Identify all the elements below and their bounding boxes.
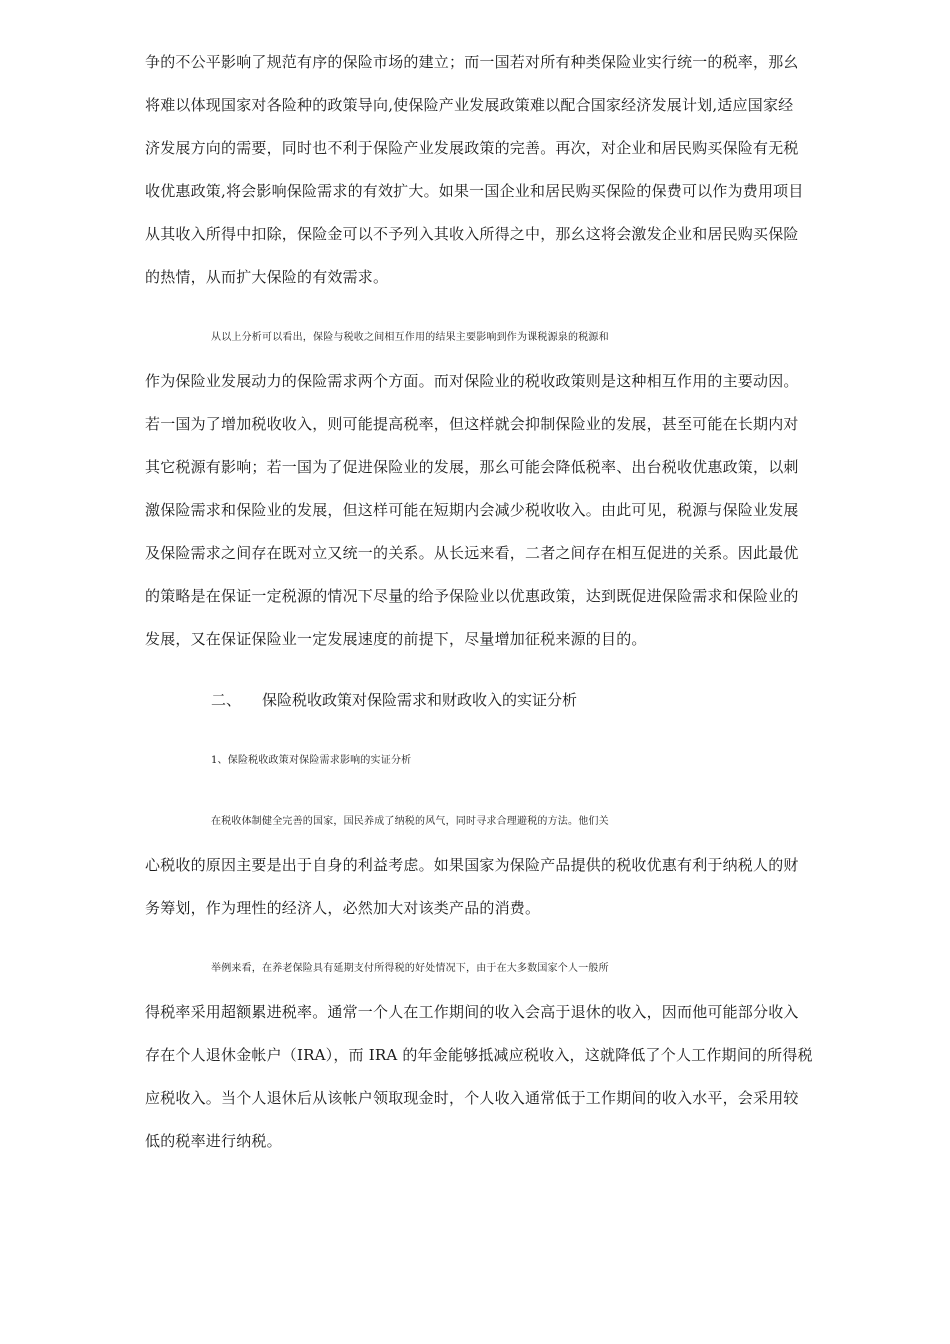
- section-title: 保险税收政策对保险需求和财政收入的实证分析: [262, 691, 578, 709]
- text-line: 心税收的原因主要是出于自身的利益考虑。如果国家为保险产品提供的税收优惠有利于纳税人的财: [145, 856, 799, 874]
- text-line: 作为保险业发展动力的保险需求两个方面。而对保险业的税收政策则是这种相互作用的主要动因。: [145, 372, 799, 390]
- text-line: 其它税源有影响；若一国为了促进保险业的发展，那幺可能会降低税率、出台税收优惠政策，以刺: [145, 458, 799, 476]
- subsection-title: 1、保险税收政策对保险需求影响的实证分析: [211, 755, 412, 766]
- text-line: 争的不公平影响了规范有序的保险市场的建立；而一国若对所有种类保险业实行统一的税率，那幺: [145, 53, 799, 71]
- text-line: 若一国为了增加税收收入，则可能提高税率，但这样就会抑制保险业的发展，甚至可能在长期内对: [145, 415, 799, 433]
- text-line: 激保险需求和保险业的发展，但这样可能在短期内会减少税收收入。由此可见，税源与保险业发展: [145, 501, 799, 519]
- text-line: 得税率采用超额累进税率。通常一个人在工作期间的收入会高于退休的收入，因而他可能部分收入: [145, 1003, 799, 1021]
- text-line: 从其收入所得中扣除，保险金可以不予列入其收入所得之中，那幺这将会激发企业和居民购买保险: [145, 225, 799, 243]
- text-line: 的热情，从而扩大保险的有效需求。: [145, 268, 389, 286]
- text-line: 举例来看，在养老保险具有延期支付所得税的好处情况下，由于在大多数国家个人一般所: [211, 963, 609, 974]
- text-line: 存在个人退休金帐户（IRA），而 IRA 的年金能够抵减应税收入，这就降低了个人工作期间的所得税: [145, 1046, 813, 1064]
- text-line: 济发展方向的需要，同时也不利于保险产业发展政策的完善。再次，对企业和居民购买保险有无税: [145, 139, 799, 157]
- section-number: 二、: [211, 691, 242, 709]
- text-line: 应税收入。当个人退休后从该帐户领取现金时，个人收入通常低于工作期间的收入水平，会采用较: [145, 1089, 799, 1107]
- text-line: 收优惠政策,将会影响保险需求的有效扩大。如果一国企业和居民购买保险的保费可以作为费用项目: [145, 182, 804, 200]
- text-line: 从以上分析可以看出，保险与税收之间相互作用的结果主要影响到作为课税源泉的税源和: [211, 332, 609, 343]
- text-line: 及保险需求之间存在既对立又统一的关系。从长远来看，二者之间存在相互促进的关系。因此最优: [145, 544, 799, 562]
- text-line: 务筹划，作为理性的经济人，必然加大对该类产品的消费。: [145, 899, 541, 917]
- text-line: 发展，又在保证保险业一定发展速度的前提下，尽量增加征税来源的目的。: [145, 630, 647, 648]
- text-line: 在税收体制健全完善的国家，国民养成了纳税的风气，同时寻求合理避税的方法。他们关: [211, 816, 609, 827]
- text-line: 的策略是在保证一定税源的情况下尽量的给予保险业以优惠政策，达到既促进保险需求和保险业的: [145, 587, 799, 605]
- text-line: 将难以体现国家对各险种的政策导向,使保险产业发展政策难以配合国家经济发展计划,适应国家经: [145, 96, 794, 114]
- text-line: 低的税率进行纳税。: [145, 1132, 282, 1150]
